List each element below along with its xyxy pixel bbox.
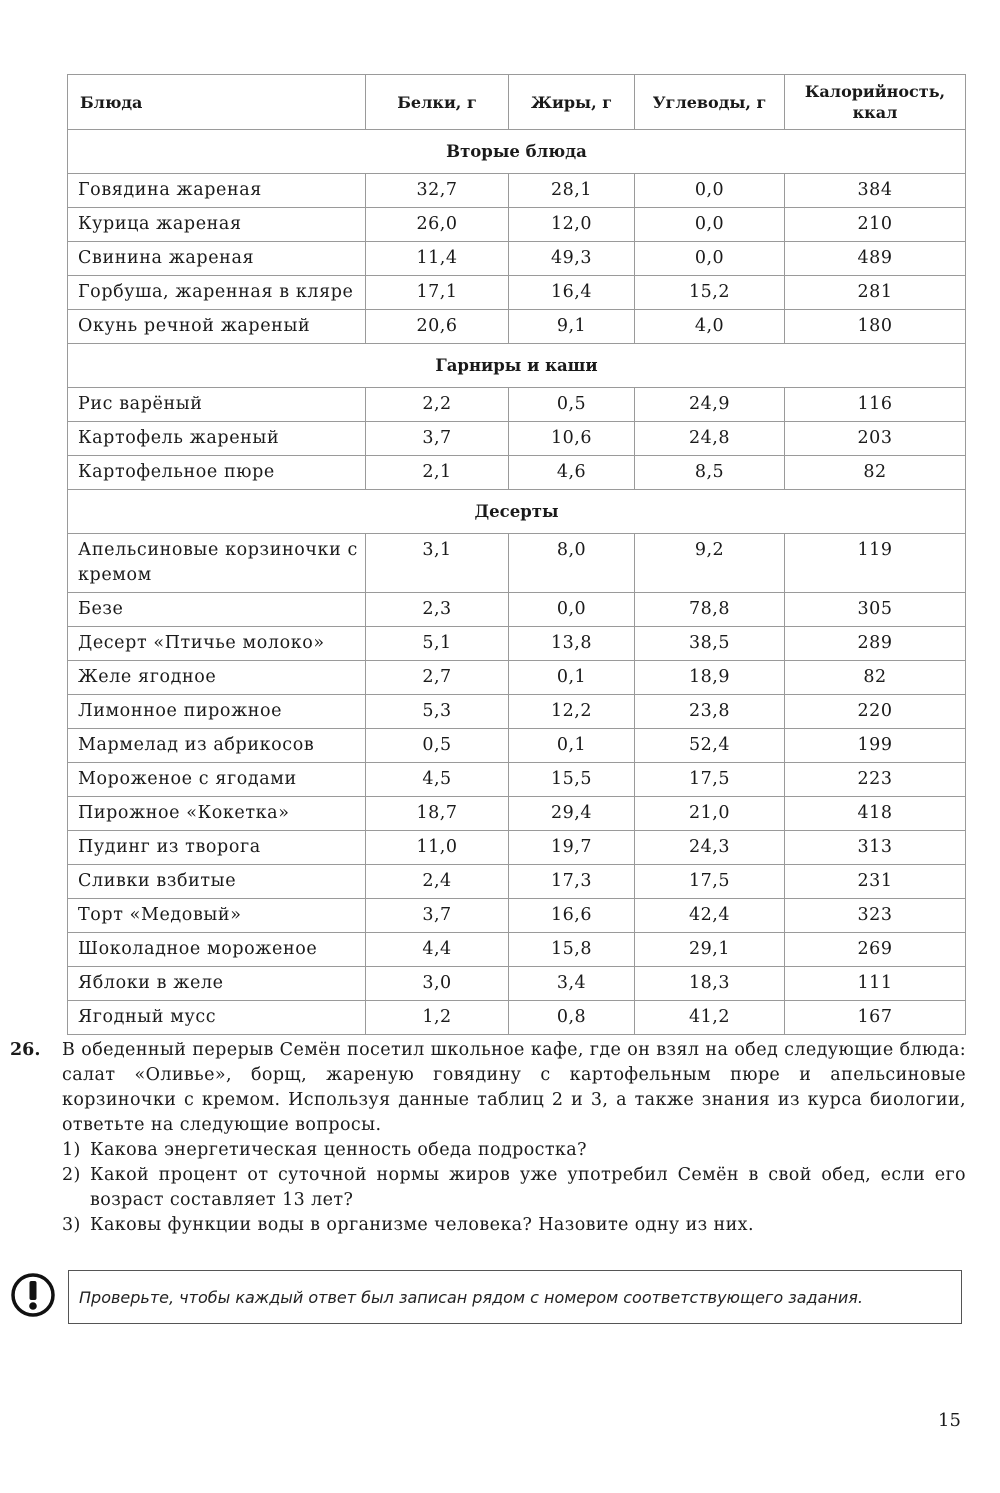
protein-value: 32,7: [366, 174, 509, 208]
table-body: [68, 130, 966, 1035]
question-number: 1): [62, 1140, 81, 1160]
protein-value: 4,5: [366, 763, 509, 797]
table-row: [68, 310, 966, 344]
question-item: [62, 1163, 966, 1213]
header-carbs: Углеводы, г: [635, 75, 785, 130]
carbs-value: 41,2: [635, 1001, 785, 1035]
protein-value: 11,0: [366, 831, 509, 865]
carbs-value: 24,9: [635, 388, 785, 422]
carbs-value: 0,0: [635, 174, 785, 208]
calories-value: 203: [785, 422, 966, 456]
carbs-value: 24,3: [635, 831, 785, 865]
fat-value: 9,1: [509, 310, 635, 344]
question-text: Какой процент от суточной нормы жиров уже употребил Семён в свой обед, если его возраст составляет 13 лет?: [90, 1165, 966, 1210]
table-row: [68, 865, 966, 899]
protein-value: 2,4: [366, 865, 509, 899]
carbs-value: 0,0: [635, 208, 785, 242]
fat-value: 0,1: [509, 729, 635, 763]
dish-name: Пудинг из творога: [68, 831, 366, 865]
calories-value: 323: [785, 899, 966, 933]
calories-value: 313: [785, 831, 966, 865]
fat-value: 17,3: [509, 865, 635, 899]
carbs-value: 29,1: [635, 933, 785, 967]
table-row: [68, 276, 966, 310]
calories-value: 111: [785, 967, 966, 1001]
dish-name: Лимонное пирожное: [68, 695, 366, 729]
protein-value: 17,1: [366, 276, 509, 310]
calories-value: 223: [785, 763, 966, 797]
calories-value: 220: [785, 695, 966, 729]
header-calories-line2: ккал: [852, 103, 898, 122]
table-row: [68, 208, 966, 242]
fat-value: 0,1: [509, 661, 635, 695]
table-row: [68, 534, 966, 593]
protein-value: 2,1: [366, 456, 509, 490]
carbs-value: 42,4: [635, 899, 785, 933]
task-body: [62, 1038, 966, 1238]
fat-value: 12,2: [509, 695, 635, 729]
question-number: 2): [62, 1165, 81, 1185]
fat-value: 8,0: [509, 534, 635, 593]
dish-name: Говядина жареная: [68, 174, 366, 208]
carbs-value: 38,5: [635, 627, 785, 661]
calories-value: 180: [785, 310, 966, 344]
section-title: Вторые блюда: [68, 130, 966, 174]
carbs-value: 24,8: [635, 422, 785, 456]
section-title: Десерты: [68, 490, 966, 534]
dish-name: Картофель жареный: [68, 422, 366, 456]
dish-name: Горбуша, жаренная в кляре: [68, 276, 366, 310]
calories-value: 289: [785, 627, 966, 661]
calories-value: 82: [785, 456, 966, 490]
calories-value: 116: [785, 388, 966, 422]
carbs-value: 18,9: [635, 661, 785, 695]
carbs-value: 23,8: [635, 695, 785, 729]
table-header-row: [68, 75, 966, 130]
table-row: [68, 797, 966, 831]
protein-value: 3,7: [366, 422, 509, 456]
table-row: [68, 422, 966, 456]
task-number: 26.: [10, 1040, 41, 1060]
fat-value: 15,5: [509, 763, 635, 797]
protein-value: 2,7: [366, 661, 509, 695]
dish-name: Яблоки в желе: [68, 967, 366, 1001]
calories-value: 231: [785, 865, 966, 899]
dish-name: Рис варёный: [68, 388, 366, 422]
calories-value: 305: [785, 593, 966, 627]
table-row: [68, 729, 966, 763]
dish-name: Окунь речной жареный: [68, 310, 366, 344]
question-text: Каковы функции воды в организме человека? Назовите одну из них.: [90, 1215, 754, 1235]
table-row: [68, 933, 966, 967]
fat-value: 19,7: [509, 831, 635, 865]
table-row: [68, 174, 966, 208]
section-row: [68, 130, 966, 174]
calories-value: 199: [785, 729, 966, 763]
fat-value: 13,8: [509, 627, 635, 661]
table-row: [68, 831, 966, 865]
question-text: Какова энергетическая ценность обеда подростка?: [90, 1140, 587, 1160]
dish-name: Сливки взбитые: [68, 865, 366, 899]
calories-value: 82: [785, 661, 966, 695]
table-row: [68, 242, 966, 276]
protein-value: 26,0: [366, 208, 509, 242]
fat-value: 15,8: [509, 933, 635, 967]
carbs-value: 4,0: [635, 310, 785, 344]
protein-value: 3,0: [366, 967, 509, 1001]
dish-name: Торт «Медовый»: [68, 899, 366, 933]
dish-name: Желе ягодное: [68, 661, 366, 695]
exclamation-circle-icon: [10, 1272, 56, 1318]
dish-name: Картофельное пюре: [68, 456, 366, 490]
carbs-value: 9,2: [635, 534, 785, 593]
protein-value: 5,1: [366, 627, 509, 661]
nutrition-table: [67, 74, 966, 1035]
carbs-value: 18,3: [635, 967, 785, 1001]
carbs-value: 17,5: [635, 763, 785, 797]
protein-value: 5,3: [366, 695, 509, 729]
carbs-value: 78,8: [635, 593, 785, 627]
protein-value: 11,4: [366, 242, 509, 276]
carbs-value: 17,5: [635, 865, 785, 899]
protein-value: 18,7: [366, 797, 509, 831]
fat-value: 16,4: [509, 276, 635, 310]
calories-value: 210: [785, 208, 966, 242]
fat-value: 0,5: [509, 388, 635, 422]
calories-value: 418: [785, 797, 966, 831]
carbs-value: 8,5: [635, 456, 785, 490]
calories-value: 119: [785, 534, 966, 593]
fat-value: 29,4: [509, 797, 635, 831]
dish-name: Десерт «Птичье молоко»: [68, 627, 366, 661]
fat-value: 10,6: [509, 422, 635, 456]
carbs-value: 15,2: [635, 276, 785, 310]
protein-value: 3,7: [366, 899, 509, 933]
dish-name: Свинина жареная: [68, 242, 366, 276]
fat-value: 28,1: [509, 174, 635, 208]
fat-value: 49,3: [509, 242, 635, 276]
carbs-value: 0,0: [635, 242, 785, 276]
dish-name: Мороженое с ягодами: [68, 763, 366, 797]
table-row: [68, 899, 966, 933]
table-row: [68, 695, 966, 729]
calories-value: 167: [785, 1001, 966, 1035]
carbs-value: 52,4: [635, 729, 785, 763]
dish-name: Курица жареная: [68, 208, 366, 242]
fat-value: 0,8: [509, 1001, 635, 1035]
dish-name: Мармелад из абрикосов: [68, 729, 366, 763]
section-row: [68, 344, 966, 388]
dish-name: Безе: [68, 593, 366, 627]
question-item: [62, 1213, 966, 1238]
protein-value: 4,4: [366, 933, 509, 967]
fat-value: 16,6: [509, 899, 635, 933]
notice-box: [68, 1270, 962, 1324]
page-number: 15: [938, 1410, 961, 1431]
section-title: Гарниры и каши: [68, 344, 966, 388]
header-calories-line1: Калорийность,: [804, 82, 946, 101]
table-row: [68, 967, 966, 1001]
carbs-value: 21,0: [635, 797, 785, 831]
dish-name: Шоколадное мороженое: [68, 933, 366, 967]
header-dishes: Блюда: [68, 75, 366, 130]
protein-value: 0,5: [366, 729, 509, 763]
question-item: [62, 1138, 966, 1163]
table-row: [68, 388, 966, 422]
dish-name: Апельсиновые корзиночки с кремом: [68, 534, 366, 593]
calories-value: 281: [785, 276, 966, 310]
dish-name: Пирожное «Кокетка»: [68, 797, 366, 831]
protein-value: 20,6: [366, 310, 509, 344]
table-row: [68, 763, 966, 797]
fat-value: 3,4: [509, 967, 635, 1001]
fat-value: 0,0: [509, 593, 635, 627]
section-row: [68, 490, 966, 534]
calories-value: 384: [785, 174, 966, 208]
protein-value: 3,1: [366, 534, 509, 593]
table-row: [68, 593, 966, 627]
header-calories: [785, 75, 966, 130]
protein-value: 2,3: [366, 593, 509, 627]
protein-value: 2,2: [366, 388, 509, 422]
table-row: [68, 627, 966, 661]
fat-value: 4,6: [509, 456, 635, 490]
table-row: [68, 661, 966, 695]
header-protein: Белки, г: [366, 75, 509, 130]
calories-value: 489: [785, 242, 966, 276]
fat-value: 12,0: [509, 208, 635, 242]
protein-value: 1,2: [366, 1001, 509, 1035]
task-intro: В обеденный перерыв Семён посетил школьное кафе, где он взял на обед следующие блюда: салат «Оливье», борщ, жареную говядину с картофельным пюре и апельсиновые корзиночки с кремом. Используя данные таблиц 2 и 3, а также знания из курса биологии, ответьте на следующие вопросы.: [62, 1040, 966, 1135]
table-row: [68, 1001, 966, 1035]
question-list: [62, 1138, 966, 1238]
table-row: [68, 456, 966, 490]
question-number: 3): [62, 1215, 81, 1235]
calories-value: 269: [785, 933, 966, 967]
dish-name: Ягодный мусс: [68, 1001, 366, 1035]
notice-text: Проверьте, чтобы каждый ответ был записан рядом с номером соответствующего задания.: [79, 1287, 863, 1307]
header-fat: Жиры, г: [509, 75, 635, 130]
